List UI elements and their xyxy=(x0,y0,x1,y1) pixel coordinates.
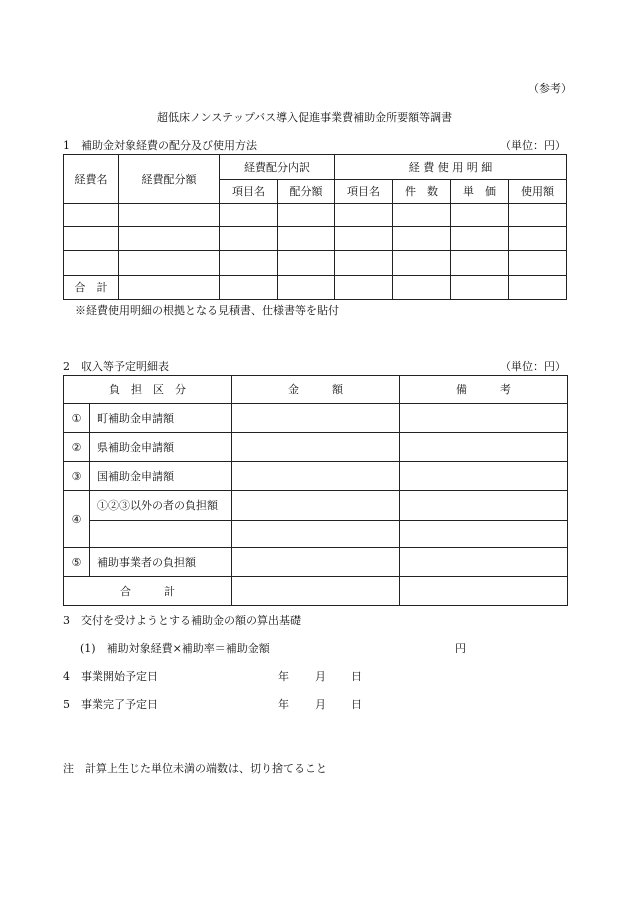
amount-cell[interactable] xyxy=(232,433,400,462)
sub-unit-price: 単 価 xyxy=(451,180,509,204)
cell[interactable] xyxy=(393,251,451,276)
remarks-cell[interactable] xyxy=(400,548,568,577)
group-allocation-breakdown: 経費配分内訳 xyxy=(220,155,335,180)
document-title: 超低床ノンステップバス導入促進事業費補助金所要額等調書 xyxy=(157,111,453,124)
row-number: ② xyxy=(64,433,90,462)
cell[interactable] xyxy=(220,204,278,227)
section2-heading: 2 収入等予定明細表 xyxy=(63,360,169,373)
remarks-cell[interactable] xyxy=(400,577,568,606)
cell[interactable] xyxy=(509,276,567,300)
cell[interactable] xyxy=(220,276,278,300)
total-row xyxy=(64,276,567,300)
end-year-label: 年 xyxy=(278,698,289,711)
col-remarks: 備 考 xyxy=(400,376,568,404)
group-usage-detail: 経 費 使 用 明 細 xyxy=(335,155,567,180)
end-month-label: 月 xyxy=(315,698,326,711)
col-expense-name: 経費名 xyxy=(64,155,119,204)
amount-cell[interactable] xyxy=(232,548,400,577)
expense-allocation-table xyxy=(63,154,567,300)
sub-item-name: 項目名 xyxy=(220,180,278,204)
cell[interactable] xyxy=(451,204,509,227)
cell[interactable] xyxy=(278,251,335,276)
table-row xyxy=(64,251,567,276)
table-row xyxy=(64,548,568,577)
section1-heading: 1 補助金対象経費の配分及び使用方法 xyxy=(63,139,257,152)
cell[interactable] xyxy=(64,251,119,276)
amount-cell[interactable] xyxy=(232,521,400,548)
remarks-cell[interactable] xyxy=(400,433,568,462)
cell[interactable] xyxy=(278,204,335,227)
total-label: 合 計 xyxy=(64,276,119,300)
income-plan-table xyxy=(63,375,568,606)
sub-count: 件 数 xyxy=(393,180,451,204)
table-row xyxy=(64,404,568,433)
row-label: ①②③以外の者の負担額 xyxy=(90,491,232,521)
attachment-note: ※経費使用明細の根拠となる見積書、仕様書等を貼付 xyxy=(75,304,339,317)
row-label: 国補助金申請額 xyxy=(90,462,232,491)
table-row xyxy=(64,462,568,491)
table-row xyxy=(64,521,568,548)
cell[interactable] xyxy=(335,204,393,227)
section1-unit: （単位：円） xyxy=(500,139,566,152)
reference-mark: （参考） xyxy=(528,82,572,95)
cell[interactable] xyxy=(278,276,335,300)
cell[interactable] xyxy=(119,251,220,276)
start-month-label: 月 xyxy=(315,670,326,683)
row-number: ④ xyxy=(64,491,90,548)
amount-cell[interactable] xyxy=(232,404,400,433)
cell[interactable] xyxy=(119,276,220,300)
section5-heading: 5 事業完了予定日 xyxy=(63,698,158,711)
row-number: ③ xyxy=(64,462,90,491)
sub-used-amount: 使用額 xyxy=(509,180,567,204)
total-row xyxy=(64,577,568,606)
section3-heading: 3 交付を受けようとする補助金の額の算出基礎 xyxy=(63,614,301,627)
table-gap xyxy=(64,227,567,251)
remarks-cell[interactable] xyxy=(400,521,568,548)
yen-label: 円 xyxy=(455,642,466,655)
table-row xyxy=(64,433,568,462)
cell[interactable] xyxy=(64,204,119,227)
row-label: 補助事業者の負担額 xyxy=(90,548,232,577)
row-number: ① xyxy=(64,404,90,433)
section2-unit: （単位：円） xyxy=(500,360,566,373)
cell[interactable] xyxy=(393,204,451,227)
total-label: 合 計 xyxy=(64,577,232,606)
row-number: ⑤ xyxy=(64,548,90,577)
cell[interactable] xyxy=(220,251,278,276)
col-amount: 金 額 xyxy=(232,376,400,404)
sub-allocated-amount: 配分額 xyxy=(278,180,335,204)
row-label: 町補助金申請額 xyxy=(90,404,232,433)
cell[interactable] xyxy=(451,251,509,276)
label-cell[interactable] xyxy=(90,521,232,548)
table-row xyxy=(64,491,568,521)
start-year-label: 年 xyxy=(278,670,289,683)
table-row xyxy=(64,204,567,227)
rounding-footnote: 注 計算上生じた単位未満の端数は、切り捨てること xyxy=(63,762,327,775)
cell[interactable] xyxy=(509,204,567,227)
end-day-label: 日 xyxy=(351,698,362,711)
section4-heading: 4 事業開始予定日 xyxy=(63,670,158,683)
cell[interactable] xyxy=(509,251,567,276)
remarks-cell[interactable] xyxy=(400,462,568,491)
amount-cell[interactable] xyxy=(232,491,400,521)
calculation-formula: (1) 補助対象経費×補助率＝補助金額 xyxy=(80,642,270,655)
amount-cell[interactable] xyxy=(232,577,400,606)
cell[interactable] xyxy=(335,276,393,300)
col-burden-category: 負 担 区 分 xyxy=(64,376,232,404)
cell[interactable] xyxy=(451,276,509,300)
amount-cell[interactable] xyxy=(232,462,400,491)
remarks-cell[interactable] xyxy=(400,404,568,433)
row-label: 県補助金申請額 xyxy=(90,433,232,462)
sub-item-name-2: 項目名 xyxy=(335,180,393,204)
col-allocation-amount: 経費配分額 xyxy=(119,155,220,204)
cell[interactable] xyxy=(335,251,393,276)
cell[interactable] xyxy=(393,276,451,300)
start-day-label: 日 xyxy=(351,670,362,683)
remarks-cell[interactable] xyxy=(400,491,568,521)
cell[interactable] xyxy=(119,204,220,227)
